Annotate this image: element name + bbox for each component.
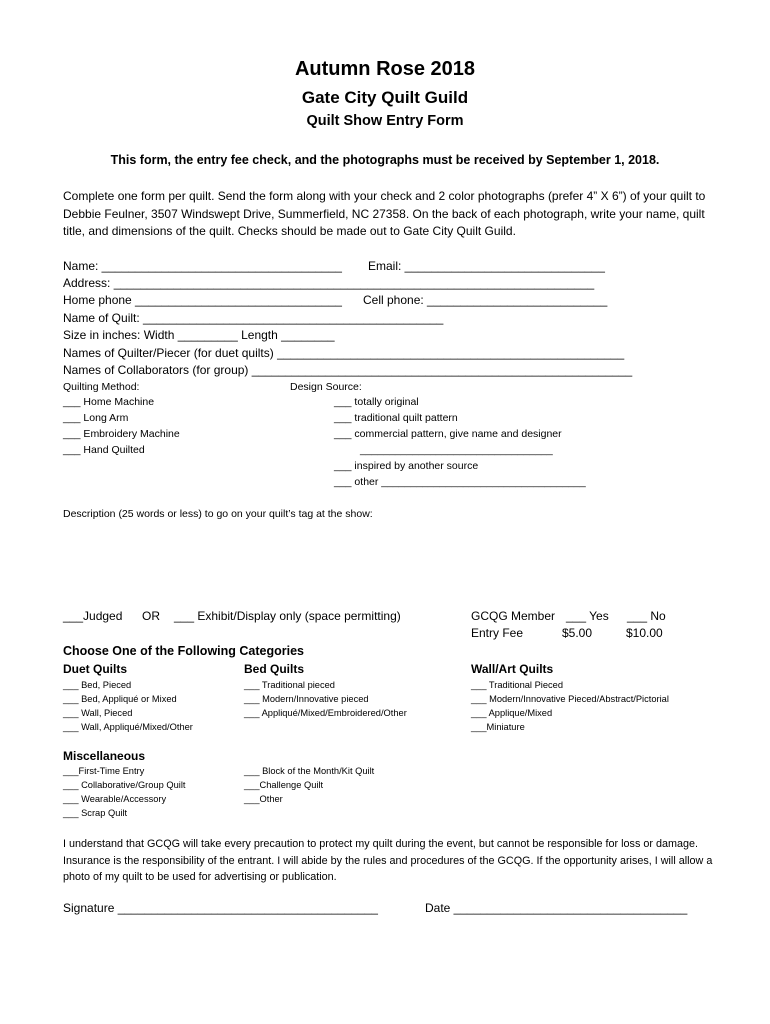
collaborators-field[interactable]: Names of Collaborators (for group) _________________________________________________________ [63, 363, 633, 377]
guild-name: Gate City Quilt Guild [301, 88, 469, 107]
category-option[interactable]: ___ Traditional Pieced [471, 680, 563, 690]
designer-name-line[interactable]: _________________________________ [360, 444, 553, 456]
category-option[interactable]: ___ Bed, Appliqué or Mixed [63, 694, 177, 704]
bed-quilts-heading: Bed Quilts [244, 662, 305, 676]
description-label: Description (25 words or less) to go on your quilt’s tag at the show: [63, 508, 373, 520]
design-option[interactable]: ___ traditional quilt pattern [334, 412, 458, 424]
form-name: Quilt Show Entry Form [306, 113, 464, 129]
category-option[interactable]: ___Other [244, 794, 283, 804]
size-field[interactable]: Size in inches: Width _________ Length ________ [63, 328, 335, 342]
liability-statement: I understand that GCQG will take every precaution to protect my quilt during the event, but cannot be responsible for loss or damage. Insurance is the responsibility of the entrant. I will abide by the rules and procedures of the GCQG. If the opportunity arises, I will allow a photo of my quilt to be used for advertising or publication. [63, 838, 713, 883]
category-option[interactable]: ___Miniature [471, 722, 525, 732]
category-option[interactable]: ___ Bed, Pieced [63, 680, 132, 690]
cell-phone-field[interactable]: Cell phone: ___________________________ [363, 293, 608, 307]
method-option[interactable]: ___ Home Machine [63, 396, 155, 408]
category-option[interactable]: ___ Wall, Appliqué/Mixed/Other [63, 722, 193, 732]
design-option[interactable]: ___ totally original [334, 396, 419, 408]
quilting-method-heading: Quilting Method: [63, 381, 140, 393]
design-option[interactable]: ___ other ___________________________________ [334, 476, 586, 488]
entry-fee-label: Entry Fee [471, 626, 524, 640]
category-option[interactable]: ___ Scrap Quilt [63, 808, 128, 818]
instructions-paragraph: Complete one form per quilt. Send the form along with your check and 2 color photographs (prefer 4” X 6”) of your quilt to Debbie Feulner, 3507 Windswept Drive, Summerfield, NC 27358. On the back of each photograph, write your name, quilt title, and dimensions of the quilt. Checks should be made out to Gate City Quilt Guild. [63, 189, 706, 238]
show-title: Autumn Rose 2018 [294, 58, 476, 80]
category-option[interactable]: ___ Appliqué/Mixed/Embroidered/Other [244, 708, 407, 718]
category-option[interactable]: ___ Wearable/Accessory [63, 794, 167, 804]
quilter-field[interactable]: Names of Quilter/Piecer (for duet quilts) ____________________________________________________ [63, 346, 625, 360]
exhibit-option[interactable]: ___ Exhibit/Display only (space permitting) [174, 609, 401, 623]
category-option[interactable]: ___ Applique/Mixed [471, 708, 553, 718]
signature-field[interactable]: Signature _______________________________________ [63, 901, 378, 915]
member-yes-option[interactable]: ___ Yes [566, 609, 609, 623]
miscellaneous-heading: Miscellaneous [63, 749, 146, 763]
categories-heading: Choose One of the Following Categories [63, 644, 304, 658]
category-option[interactable]: ___ Wall, Pieced [63, 708, 133, 718]
name-field[interactable]: Name: ____________________________________ [63, 259, 342, 273]
category-option[interactable]: ___ Collaborative/Group Quilt [63, 780, 186, 790]
member-label: GCQG Member [471, 609, 556, 623]
method-option[interactable]: ___ Embroidery Machine [63, 428, 180, 440]
category-option[interactable]: ___ Block of the Month/Kit Quilt [244, 766, 375, 776]
home-phone-field[interactable]: Home phone _______________________________ [63, 293, 342, 307]
method-option[interactable]: ___ Hand Quilted [63, 444, 145, 456]
address-field[interactable]: Address: ________________________________________________________________________ [63, 276, 595, 290]
design-option[interactable]: ___ commercial pattern, give name and designer [334, 428, 562, 440]
category-option[interactable]: ___ Modern/Innovative pieced [244, 694, 369, 704]
member-fee: $5.00 [562, 626, 593, 640]
duet-quilts-heading: Duet Quilts [63, 662, 128, 676]
wall-art-quilts-heading: Wall/Art Quilts [471, 662, 554, 676]
design-option[interactable]: ___ inspired by another source [334, 460, 479, 472]
judged-option[interactable]: ___Judged [63, 609, 123, 623]
quilt-name-field[interactable]: Name of Quilt: _____________________________________________ [63, 311, 444, 325]
date-field[interactable]: Date ___________________________________ [425, 901, 688, 915]
category-option[interactable]: ___ Traditional pieced [244, 680, 335, 690]
category-option[interactable]: ___Challenge Quilt [244, 780, 324, 790]
or-label: OR [142, 609, 160, 623]
email-field[interactable]: Email: ______________________________ [368, 259, 605, 273]
design-source-heading: Design Source: [290, 381, 362, 393]
category-option[interactable]: ___ Modern/Innovative Pieced/Abstract/Pictorial [471, 694, 669, 704]
category-option[interactable]: ___First-Time Entry [63, 766, 145, 776]
deadline-notice: This form, the entry fee check, and the photographs must be received by September 1, 2018. [110, 153, 660, 167]
nonmember-fee: $10.00 [626, 626, 663, 640]
method-option[interactable]: ___ Long Arm [63, 412, 129, 424]
member-no-option[interactable]: ___ No [627, 609, 666, 623]
